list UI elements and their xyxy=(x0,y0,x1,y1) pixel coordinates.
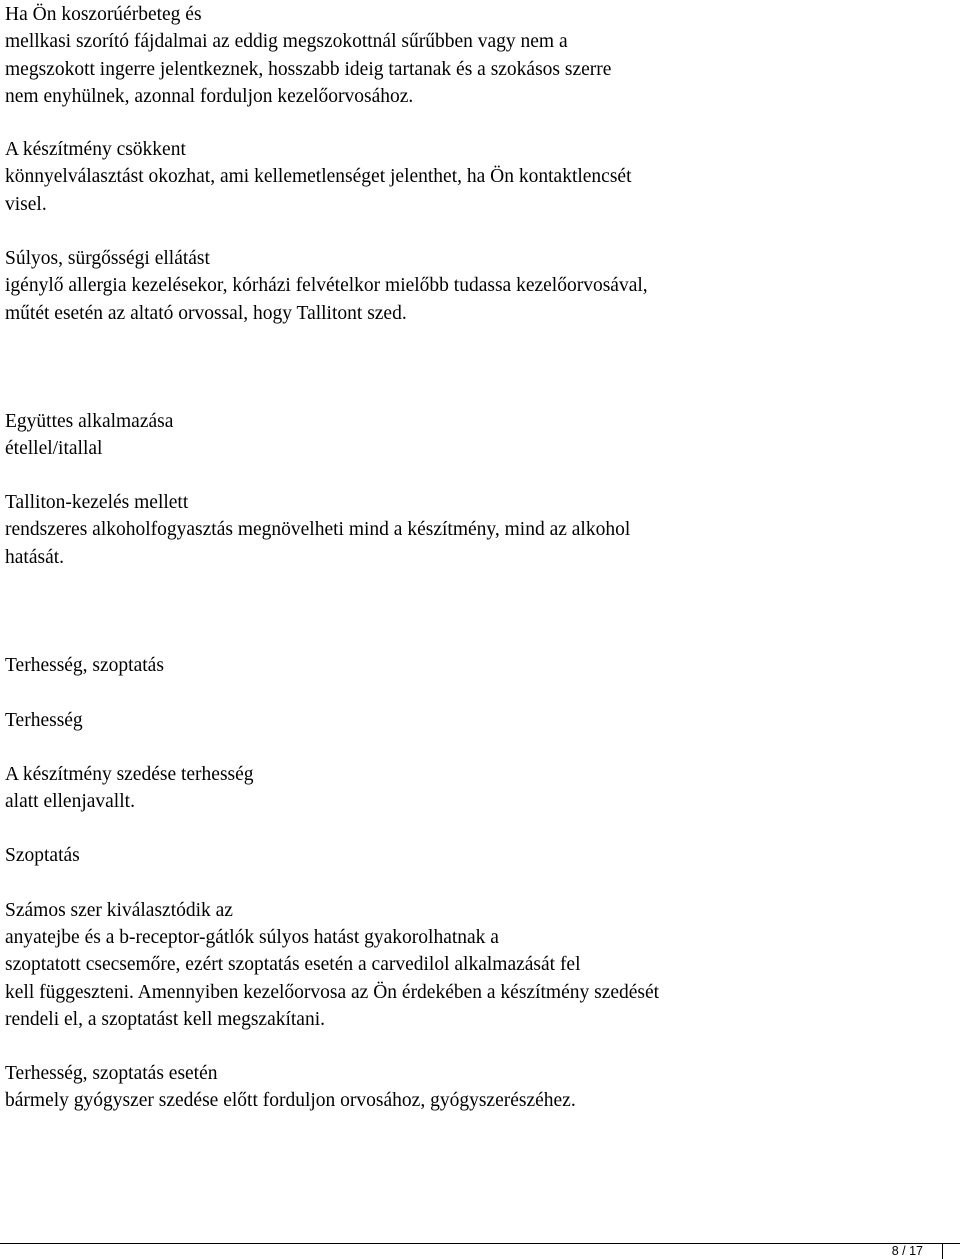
text-line: Talliton-kezelés mellett xyxy=(5,492,189,513)
text-line: Ha Ön koszorúérbeteg és xyxy=(5,4,202,25)
text-line: A készítmény csökkent xyxy=(5,139,186,160)
section-heading: Terhesség, szoptatás xyxy=(5,655,164,676)
text-line: nem enyhülnek, azonnal forduljon kezelőorvosához. xyxy=(5,86,414,107)
text-line: hatását. xyxy=(5,547,65,568)
text-line: szoptatott csecsemőre, ezért szoptatás esetén a carvedilol alkalmazását fel xyxy=(5,954,581,975)
text-line: bármely gyógyszer szedése előtt forduljon orvosához, gyógyszerészéhez. xyxy=(5,1090,576,1111)
text-line: Terhesség, szoptatás esetén xyxy=(5,1063,218,1084)
text-line: műtét esetén az altató orvossal, hogy Tallitont szed. xyxy=(5,303,407,324)
text-line: visel. xyxy=(5,194,47,215)
subsection-heading: Terhesség xyxy=(5,710,83,731)
section-heading: Együttes alkalmazása xyxy=(5,411,174,432)
text-line: könnyelválasztást okozhat, ami kellemetlenséget jelenthet, ha Ön kontaktlencsét xyxy=(5,166,632,187)
page-number: 8 / 17 xyxy=(891,1244,923,1258)
text-line: rendszeres alkoholfogyasztás megnövelheti mind a készítmény, mind az alkohol xyxy=(5,519,631,540)
text-line: Súlyos, sürgősségi ellátást xyxy=(5,248,210,269)
text-line: igénylő allergia kezelésekor, kórházi felvételkor mielőbb tudassa kezelőorvosával, xyxy=(5,275,648,296)
text-line: kell függeszteni. Amennyiben kezelőorvosa az Ön érdekében a készítmény szedését xyxy=(5,982,660,1003)
text-line: anyatejbe és a b-receptor-gátlók súlyos hatást gyakorolhatnak a xyxy=(5,927,499,948)
section-heading: étellel/itallal xyxy=(5,438,103,459)
text-line: A készítmény szedése terhesség xyxy=(5,764,254,785)
footer-separator xyxy=(942,1243,943,1259)
footer-divider xyxy=(0,1243,960,1244)
text-line: mellkasi szorító fájdalmai az eddig megszokottnál sűrűbben vagy nem a xyxy=(5,31,568,52)
subsection-heading: Szoptatás xyxy=(5,845,80,866)
text-line: rendeli el, a szoptatást kell megszakítani. xyxy=(5,1009,326,1030)
text-line: Számos szer kiválasztódik az xyxy=(5,900,233,921)
text-line: megszokott ingerre jelentkeznek, hosszabb ideig tartanak és a szokásos szerre xyxy=(5,59,612,80)
text-line: alatt ellenjavallt. xyxy=(5,791,135,812)
